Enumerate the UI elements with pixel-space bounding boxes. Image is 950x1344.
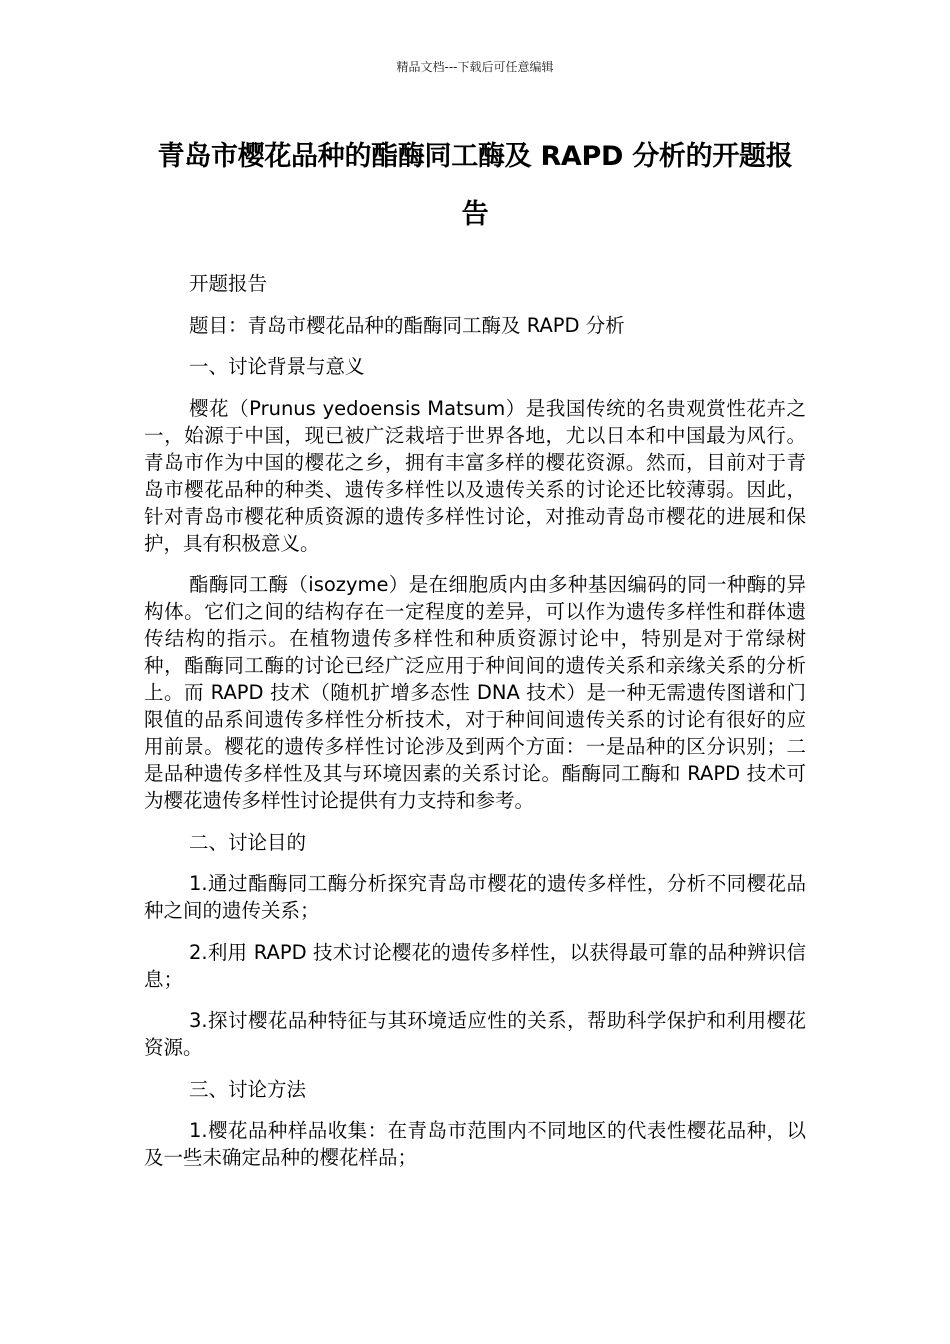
paragraph-isozyme: 酯酶同工酶（isozyme）是在细胞质内由多种基因编码的同一种酶的异构体。它们之间的结构存在一定程度的差异，可以作为遗传多样性和群体遗传结构的指示。在植物遗传多样性和种质资源讨论中，特别是对于常绿树种，酯酶同工酶的讨论已经广泛应用于种间间的遗传关系和亲缘关系的分析上。而 RAPD 技术（随机扩增多态性 DNA 技术）是一种无需遗传图谱和门限值的品系间遗传多样性分析技术，对于种间间遗传关系的讨论有很好的应用前景。樱花的遗传多样性讨论涉及到两个方面：一是品种的区分识别；二是品种遗传多样性及其与环境因素的关系讨论。酯酶同工酶和 RAPD 技术可为樱花遗传多样性讨论提供有力支持和参考。 bbox=[144, 573, 806, 812]
method-item: 1.樱花品种样品收集：在青岛市范围内不同地区的代表性樱花品种，以及一些未确定品种的樱花样品； bbox=[144, 1119, 806, 1169]
section-heading-objectives: 二、讨论目的 bbox=[189, 830, 307, 854]
objective-item: 3.探讨樱花品种特征与其环境适应性的关系，帮助科学保护和利用樱花资源。 bbox=[144, 1009, 806, 1059]
paragraph-background: 樱花（Prunus yedoensis Matsum）是我国传统的名贵观赏性花卉之一，始源于中国，现已被广泛栽培于世界各地，尤以日本和中国最为风行。青岛市作为中国的樱花之乡，拥有丰富多样的樱花资源。然而，目前对于青岛市樱花品种的种类、遗传多样性以及遗传关系的讨论还比较薄弱。因此，针对青岛市樱花种质资源的遗传多样性讨论，对推动青岛市樱花的进展和保护，具有积极意义。 bbox=[144, 396, 806, 555]
document-body bbox=[144, 270, 806, 1186]
objective-item: 2.利用 RAPD 技术讨论樱花的遗传多样性，以获得最可靠的品种辨识信息； bbox=[144, 940, 806, 991]
section-label: 开题报告 bbox=[189, 272, 268, 295]
header-note: 精品文档---下载后可任意编辑 bbox=[396, 60, 554, 74]
section-heading-background: 一、讨论背景与意义 bbox=[189, 355, 365, 378]
section-heading-methods: 三、讨论方法 bbox=[189, 1077, 307, 1101]
document-title: 青岛市樱花品种的酯酶同工酶及 RAPD 分析的开题报告 bbox=[157, 141, 793, 230]
topic-line: 题目：青岛市樱花品种的酯酶同工酶及 RAPD 分析 bbox=[189, 313, 625, 337]
objective-item: 1.通过酯酶同工酶分析探究青岛市樱花的遗传多样性，分析不同樱花品种之间的遗传关系； bbox=[144, 872, 806, 922]
